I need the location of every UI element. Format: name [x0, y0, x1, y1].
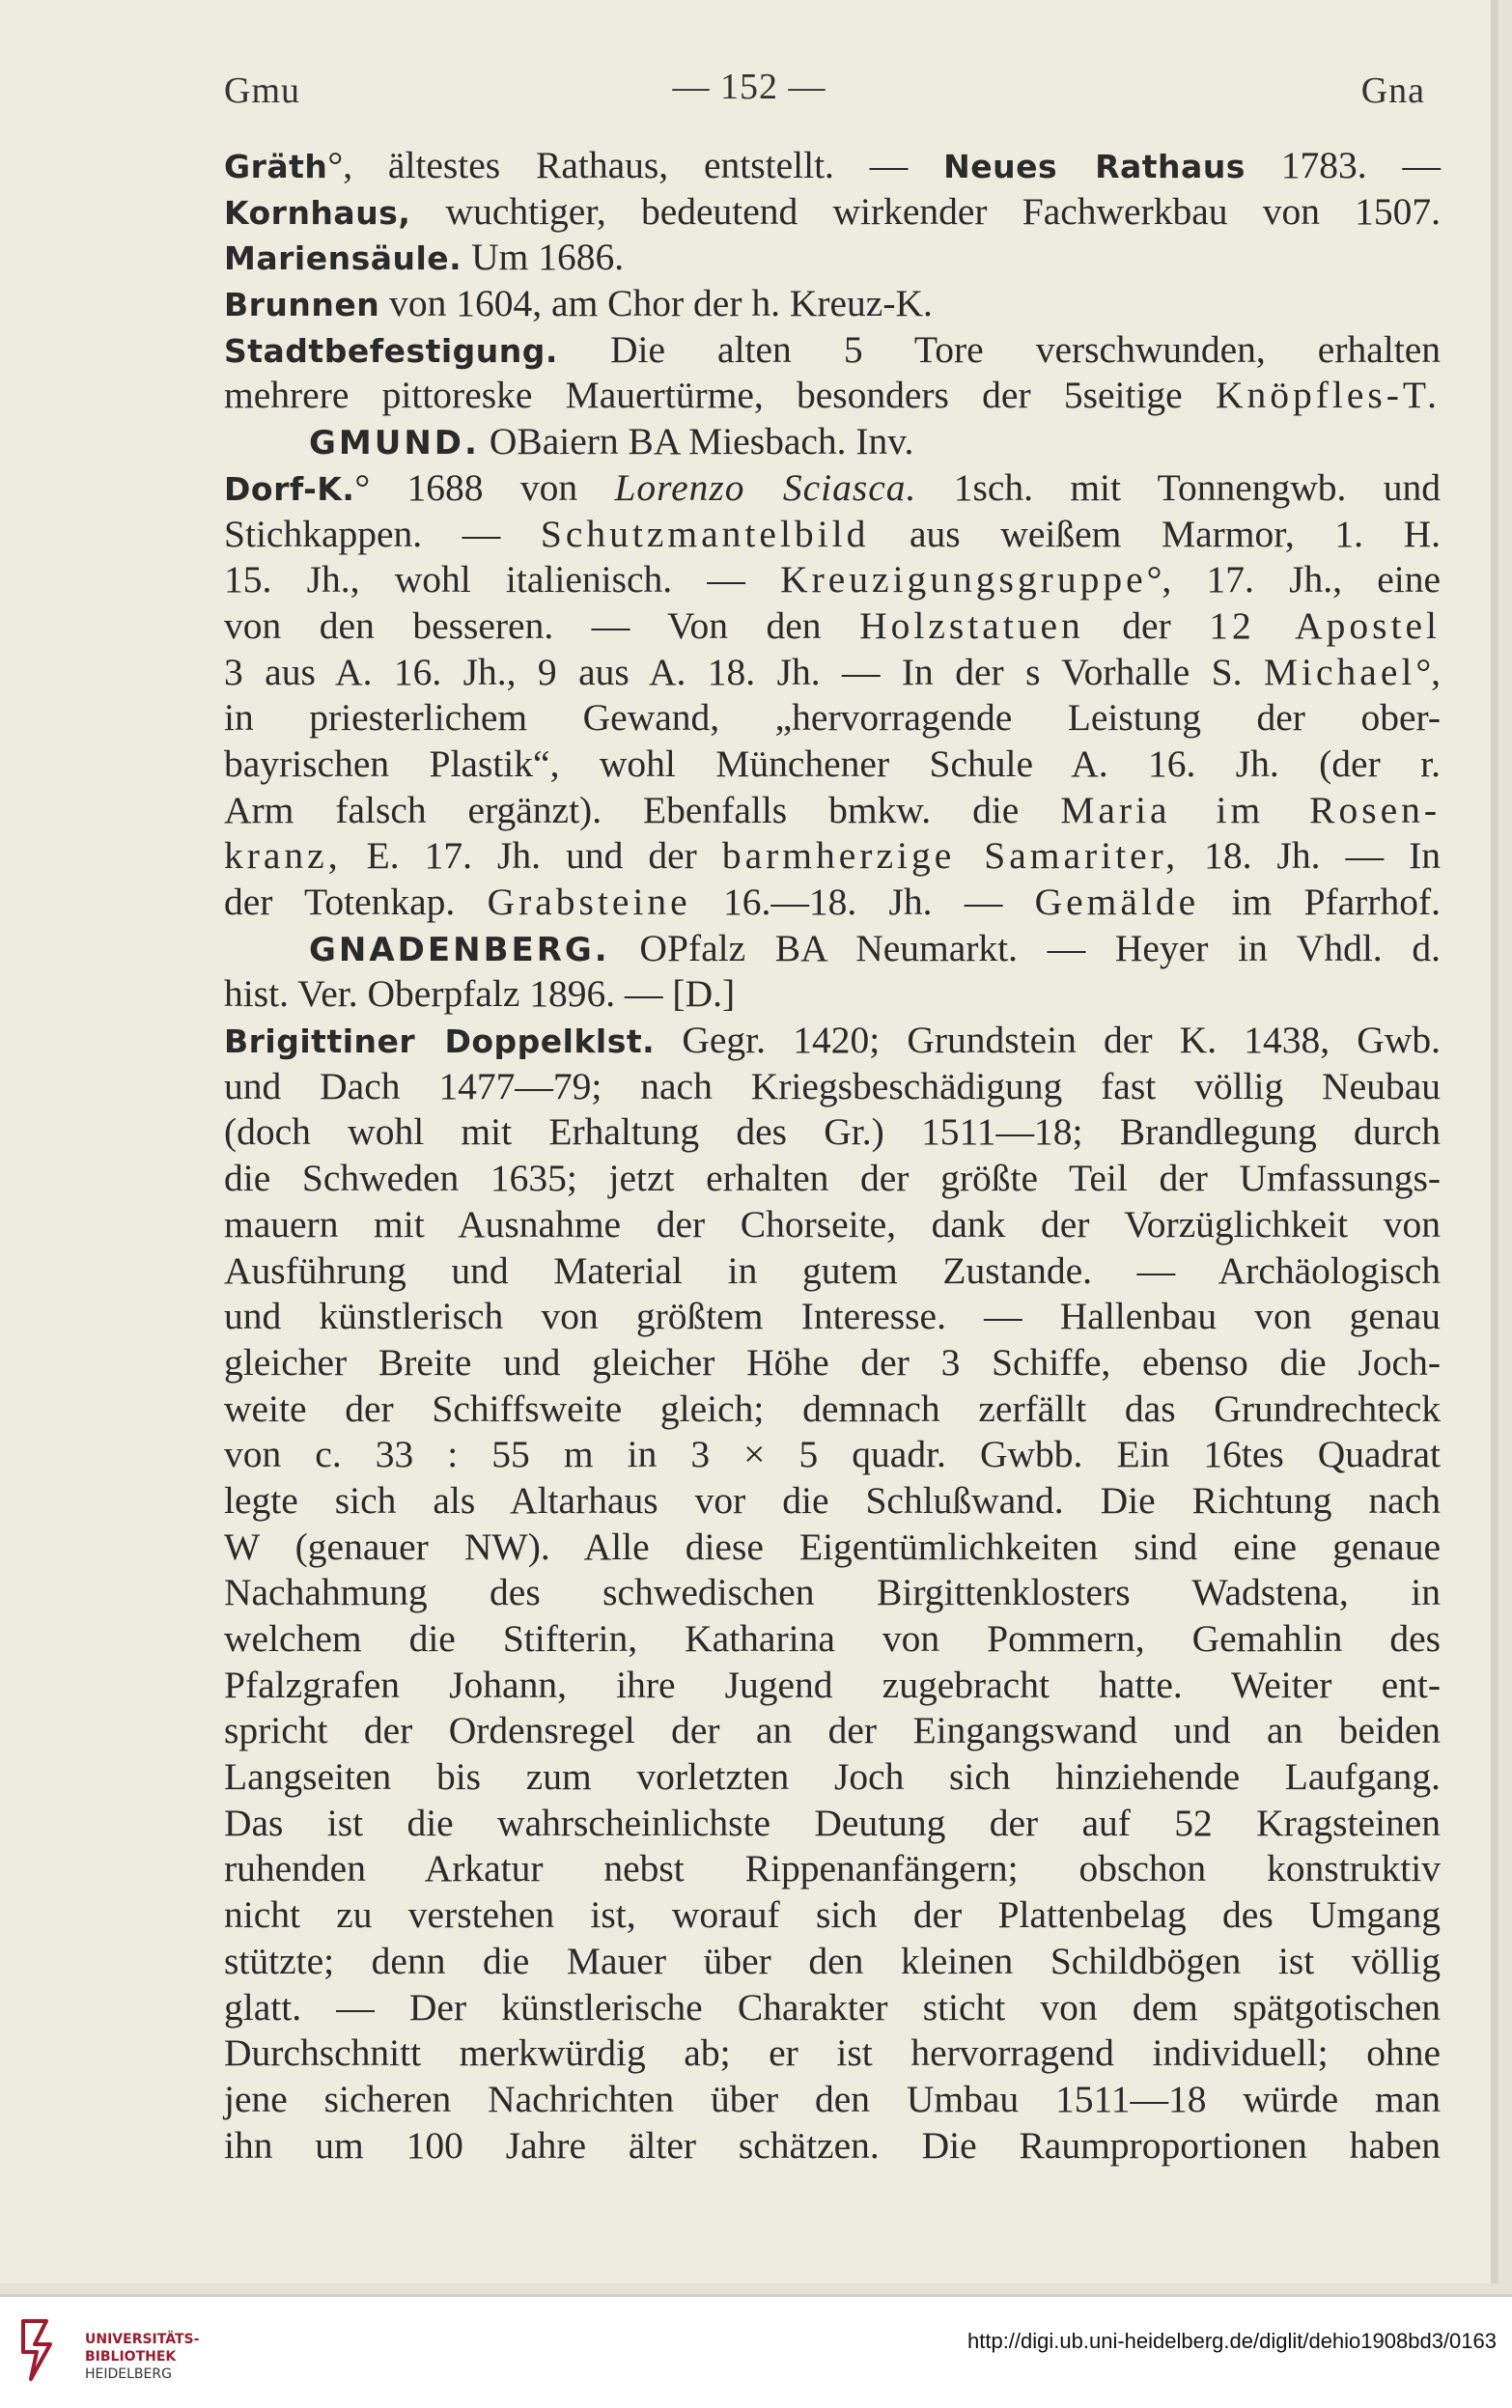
text-run: Die alten 5 Tore verschwunden, erhalten — [557, 327, 1441, 371]
text-line — [224, 281, 1441, 327]
text-run: die Schweden 1635; jetzt erhalten der größte Teil der Umfassungs- — [224, 1157, 1441, 1200]
text-line — [224, 1525, 1441, 1571]
text-run: Schutzmantelbild — [540, 512, 870, 555]
text-run: Ausführung und Material in gutem Zustande. — Archäologisch — [224, 1248, 1441, 1292]
text-run: °, ältestes Rathaus, entstellt. — — [327, 144, 944, 186]
text-line — [224, 1570, 1441, 1616]
text-run: glatt. — Der künstlerische Charakter sticht von dem spätgotischen — [224, 1985, 1441, 2029]
text-run: weite der Schiffsweite gleich; demnach zerfällt das Grundrechteck — [224, 1386, 1441, 1430]
text-line — [224, 1616, 1441, 1663]
text-line — [224, 1985, 1441, 2031]
text-line — [224, 1294, 1441, 1340]
text-line — [224, 1478, 1441, 1525]
text-line — [224, 1109, 1441, 1156]
text-run: Stichkappen. — — [224, 512, 541, 555]
library-name-line2: BIBLIOTHEK — [85, 2349, 177, 2365]
text-run: Gräth — [224, 148, 328, 185]
text-run: (doch wohl mit Erhaltung des Gr.) 1511—18; Brandlegung durch — [224, 1110, 1441, 1154]
text-run: legte sich als Altarhaus vor die Schlußwand. Die Richtung nach — [224, 1478, 1441, 1522]
text-line — [224, 742, 1441, 788]
text-run: °, — [1415, 650, 1441, 693]
text-run: Mariensäule. — [224, 239, 462, 278]
text-run: Grabsteine — [487, 881, 691, 923]
text-run: Pfalzgrafen Johann, ihre Jugend zugebracht hatte. Weiter ent- — [224, 1663, 1441, 1706]
text-run: welchem die Stifterin, Katharina von Pommern, Gemahlin des — [224, 1617, 1441, 1660]
text-run: von c. 33 : 55 m in 3 × 5 quadr. Gwbb. Ein 16tes Quadrat — [224, 1433, 1441, 1476]
text-run: 15. Jh., wohl italienisch. — — [224, 558, 781, 602]
text-run: Brigittiner Doppelklst. — [224, 1022, 656, 1061]
text-run: 1sch. mit Tonnengwb. und — [916, 465, 1441, 509]
text-run: ruhenden Arkatur nebst Rippenanfängern; obschon konstruktiv — [224, 1847, 1441, 1890]
text-run: kranz, — [224, 834, 342, 878]
text-run: GMUND. — [309, 424, 480, 463]
text-run: jene sicheren Nachrichten über den Umbau 1511—18 würde man — [224, 2077, 1441, 2120]
text-line — [224, 2030, 1441, 2077]
text-line — [224, 1846, 1441, 1892]
text-run: ° 1688 von — [354, 465, 615, 509]
text-line — [224, 650, 1441, 696]
library-name-line3: HEIDELBERG — [85, 2366, 172, 2382]
text-run: OBaiern BA Miesbach. Inv. — [479, 420, 914, 463]
text-run: 12 Apostel — [1209, 603, 1441, 647]
text-run: Langseiten bis zum vorletzten Joch sich hinziehende Laufgang. — [224, 1755, 1441, 1799]
text-line — [224, 189, 1441, 236]
text-run: Michael — [1263, 650, 1416, 693]
text-run: bayrischen Plastik“, wohl Münchener Schule A. 16. Jh. (der r. — [224, 742, 1441, 785]
text-run: wuchtiger, bedeutend wirkender Fachwerkbau von 1507. — [410, 189, 1441, 233]
text-run: Kreuzigungsgruppe — [780, 558, 1147, 602]
text-line — [224, 1939, 1441, 1985]
text-line — [224, 327, 1441, 374]
text-run: nicht zu verstehen ist, worauf sich der Plattenbelag des Umgang — [224, 1893, 1441, 1937]
text-run: OPfalz BA Neumarkt. — Heyer in Vhdl. d. — [609, 926, 1441, 969]
text-line — [224, 1340, 1441, 1386]
text-run: Dorf-K. — [224, 469, 355, 508]
text-line — [224, 788, 1441, 834]
text-run: von den besseren. — Von den — [224, 603, 860, 647]
text-run: ihn um 100 Jahre älter schätzen. Die Raumproportionen haben — [224, 2123, 1441, 2167]
text-run: mehrere pittoreske Mauertürme, besonders der 5seitige — [224, 374, 1216, 417]
text-line — [224, 1018, 1441, 1064]
text-run: °, 17. Jh., eine — [1146, 558, 1441, 602]
permalink-url[interactable]: http://digi.ub.uni-heidelberg.de/diglit/dehio1908bd3/0163 — [967, 2329, 1497, 2353]
text-run: von 1604, am Chor der h. Kreuz-K. — [379, 282, 933, 325]
text-run: Neues Rathaus — [943, 148, 1246, 185]
text-run: E. 17. Jh. und der — [341, 834, 722, 878]
text-run: Brunnen — [224, 286, 380, 324]
text-line — [224, 833, 1441, 880]
text-line — [224, 143, 1441, 189]
text-line — [224, 2077, 1441, 2123]
text-run: Das ist die wahrscheinlichste Deutung der auf 52 Kragsteinen — [224, 1801, 1441, 1844]
text-run: aus weißem Marmor, 1. H. — [869, 512, 1442, 555]
text-line — [224, 557, 1441, 603]
text-run: 18. Jh. — In — [1179, 834, 1442, 878]
text-line — [224, 373, 1441, 419]
text-line — [224, 1386, 1441, 1433]
text-run: Stadtbefestigung. — [224, 331, 558, 370]
text-line — [224, 1064, 1441, 1110]
text-line — [224, 1248, 1441, 1295]
text-run: Maria im Rosen- — [1060, 788, 1441, 831]
text-line — [224, 971, 1441, 1018]
library-name-line1: UNIVERSITÄTS- — [85, 2332, 200, 2347]
text-line — [224, 1801, 1441, 1847]
text-line — [224, 1202, 1441, 1248]
text-run: und Dach 1477—79; nach Kriegsbeschädigung fast völlig Neubau — [224, 1064, 1441, 1107]
text-line — [224, 880, 1441, 926]
text-line — [224, 695, 1441, 742]
text-line — [224, 1754, 1441, 1801]
text-run: 3 aus A. 16. Jh., 9 aus A. 18. Jh. — In der s Vorhalle S. — [224, 650, 1264, 693]
text-line — [224, 1708, 1441, 1754]
text-line — [224, 1156, 1441, 1202]
running-head-left: Gmu — [224, 70, 300, 111]
text-run: 16.—18. Jh. — — [690, 881, 1035, 923]
text-line — [224, 235, 1441, 281]
text-run: Arm falsch ergänzt). Ebenfalls bmkw. die — [224, 788, 1061, 831]
text-run: im Pfarrhof. — [1199, 881, 1441, 923]
text-line — [224, 465, 1441, 512]
university-logo-icon — [17, 2315, 64, 2385]
footer-divider — [0, 2294, 1512, 2297]
text-line — [224, 603, 1441, 650]
text-run: spricht der Ordensregel der an der Eingangswand und an beiden — [224, 1709, 1441, 1752]
text-line — [224, 512, 1441, 558]
text-run: Kornhaus, — [224, 193, 411, 232]
text-run: und künstlerisch von größtem Interesse. — Hallenbau von genau — [224, 1295, 1441, 1338]
text-run: in priesterlichem Gewand, „hervorragende Leistung der ober- — [224, 696, 1441, 740]
text-run: 1783. — — [1245, 144, 1442, 186]
text-run: Durchschnitt merkwürdig ab; er ist hervorragend individuell; ohne — [224, 2031, 1441, 2075]
text-run: Nachahmung des schwedischen Birgittenklosters Wadstena, in — [224, 1571, 1441, 1614]
body-text — [224, 143, 1441, 2169]
page-number: — 152 — — [672, 67, 826, 107]
text-line — [224, 926, 1441, 972]
text-run: Um 1686. — [462, 236, 625, 279]
text-run: gleicher Breite und gleicher Höhe der 3 Schiffe, ebenso die Joch- — [224, 1340, 1441, 1384]
text-run: mauern mit Ausnahme der Chorseite, dank der Vorzüglichkeit von — [224, 1202, 1441, 1246]
text-run: Lorenzo Sciasca. — [614, 465, 917, 509]
text-run: stützte; denn die Mauer über den kleinen Schildbögen ist völlig — [224, 1939, 1441, 1982]
text-run: der — [1083, 603, 1210, 647]
text-run: barmherzige Samariter, — [721, 834, 1180, 878]
text-line — [224, 1892, 1441, 1939]
text-line — [224, 1663, 1441, 1709]
text-run: Holzstatuen — [859, 603, 1084, 647]
text-line — [224, 2123, 1441, 2170]
text-line — [224, 419, 1441, 465]
text-run: hist. Ver. Oberpfalz 1896. — [D.] — [224, 972, 736, 1016]
text-run: Gegr. 1420; Grundstein der K. 1438, Gwb. — [655, 1019, 1441, 1062]
footer-bar — [0, 2294, 1512, 2408]
text-run: W (genauer NW). Alle diese Eigentümlichkeiten sind eine genaue — [224, 1525, 1441, 1568]
library-name — [85, 2331, 199, 2383]
text-run: Knöpfles-T. — [1215, 374, 1441, 417]
text-run: GNADENBERG. — [309, 930, 610, 969]
text-run: der Totenkap. — [224, 881, 488, 923]
running-head-right: Gna — [1360, 70, 1425, 111]
text-line — [224, 1432, 1441, 1478]
text-run: Gemälde — [1034, 881, 1200, 923]
